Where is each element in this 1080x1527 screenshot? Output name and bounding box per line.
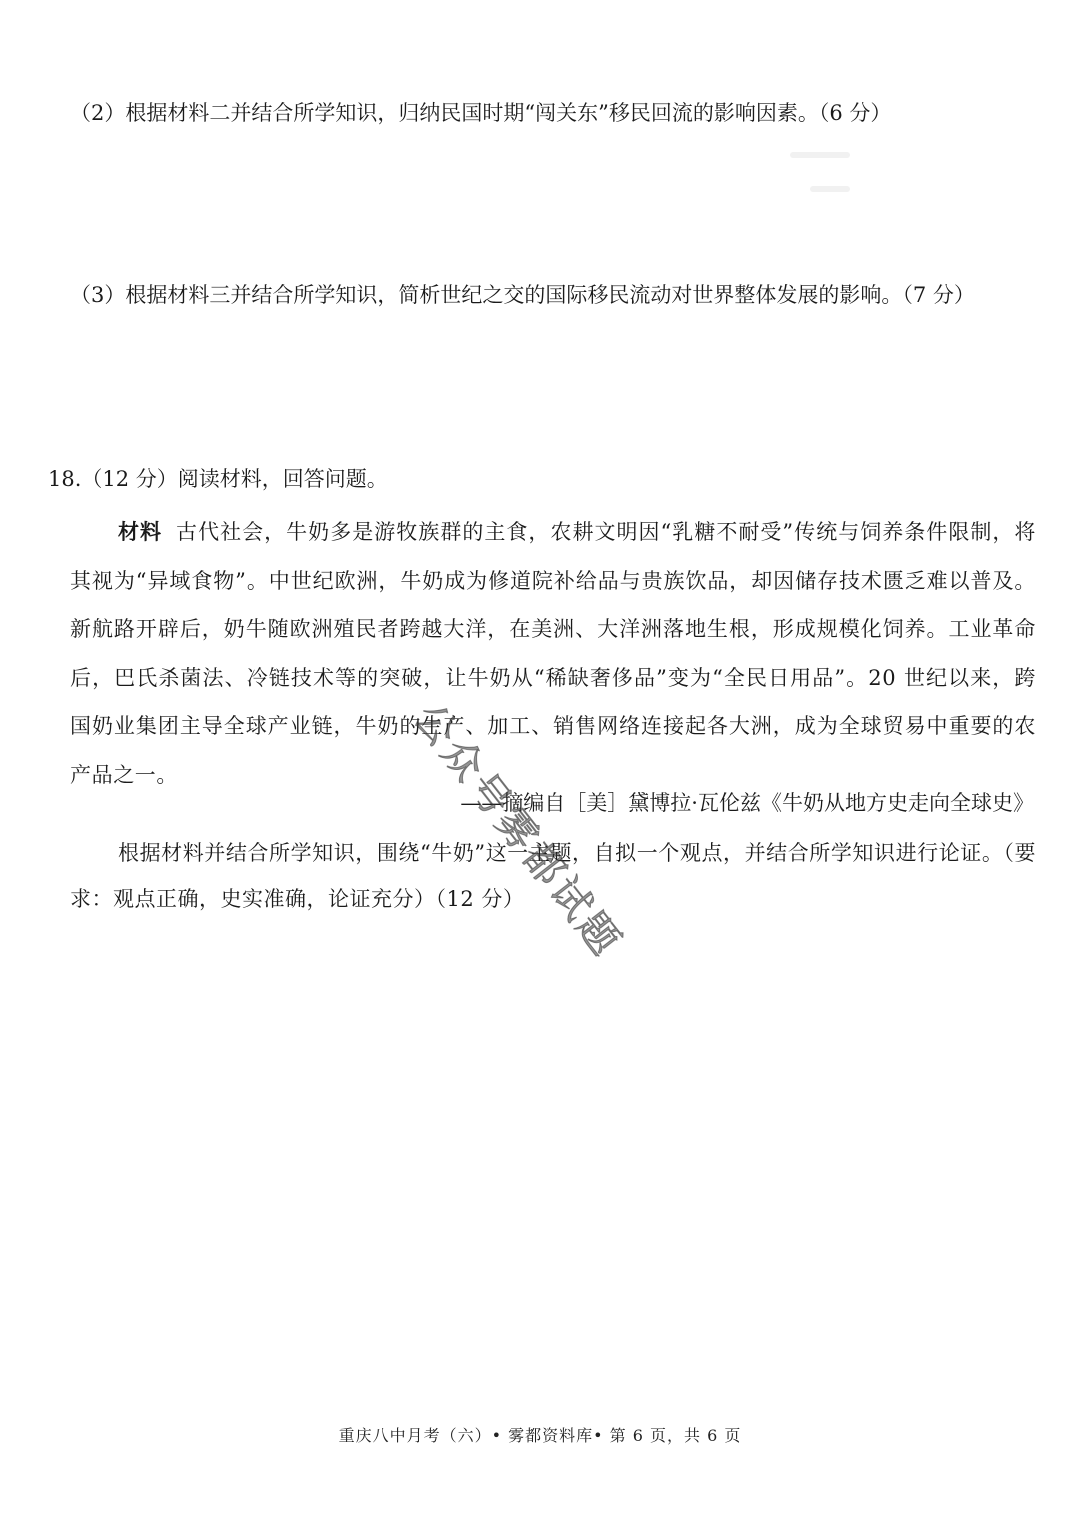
question-2: （2）根据材料二并结合所学知识，归纳民国时期“闯关东”移民回流的影响因素。（6 分） <box>70 101 892 125</box>
material-source: ——摘编自［美］黛博拉·瓦伦兹《牛奶从地方史走向全球史》 <box>460 791 1034 815</box>
question-18-task: 根据材料并结合所学知识，围绕“牛奶”这一主题，自拟一个观点，并结合所学知识进行论证。（要求：观点正确，史实准确，论证充分）（12 分） <box>70 841 1036 911</box>
scan-speck <box>790 152 850 158</box>
question-3: （3）根据材料三并结合所学知识，简析世纪之交的国际移民流动对世界整体发展的影响。（7 分） <box>70 283 975 307</box>
page-footer: 重庆八中月考（六）• 雾都资料库• 第 6 页，共 6 页 <box>338 1426 742 1445</box>
material-text: 古代社会，牛奶多是游牧族群的主食，农耕文明因“乳糖不耐受”传统与饲养条件限制，将其视为“异域食物”。中世纪欧洲，牛奶成为修道院补给品与贵族饮品，却因储存技术匮乏难以普及。新航路开辟后，奶牛随欧洲殖民者跨越大洋，在美洲、大洋洲落地生根，形成规模化饲养。工业革命后，巴氏杀菌法、冷链技术等的突破，让牛奶从“稀缺奢侈品”变为“全民日用品”。20 世纪以来，跨国奶业集团主导全球产业链，牛奶的生产、加工、销售网络连接起各大洲，成为全球贸易中重要的农产品之一。 <box>70 520 1036 787</box>
watermark: 公众号雾都试题 <box>404 695 631 967</box>
scan-speck <box>810 186 850 192</box>
question-18-header: 18.（12 分）阅读材料，回答问题。 <box>48 467 388 491</box>
material-label: 材料 <box>118 519 163 544</box>
material-paragraph <box>70 508 1036 799</box>
